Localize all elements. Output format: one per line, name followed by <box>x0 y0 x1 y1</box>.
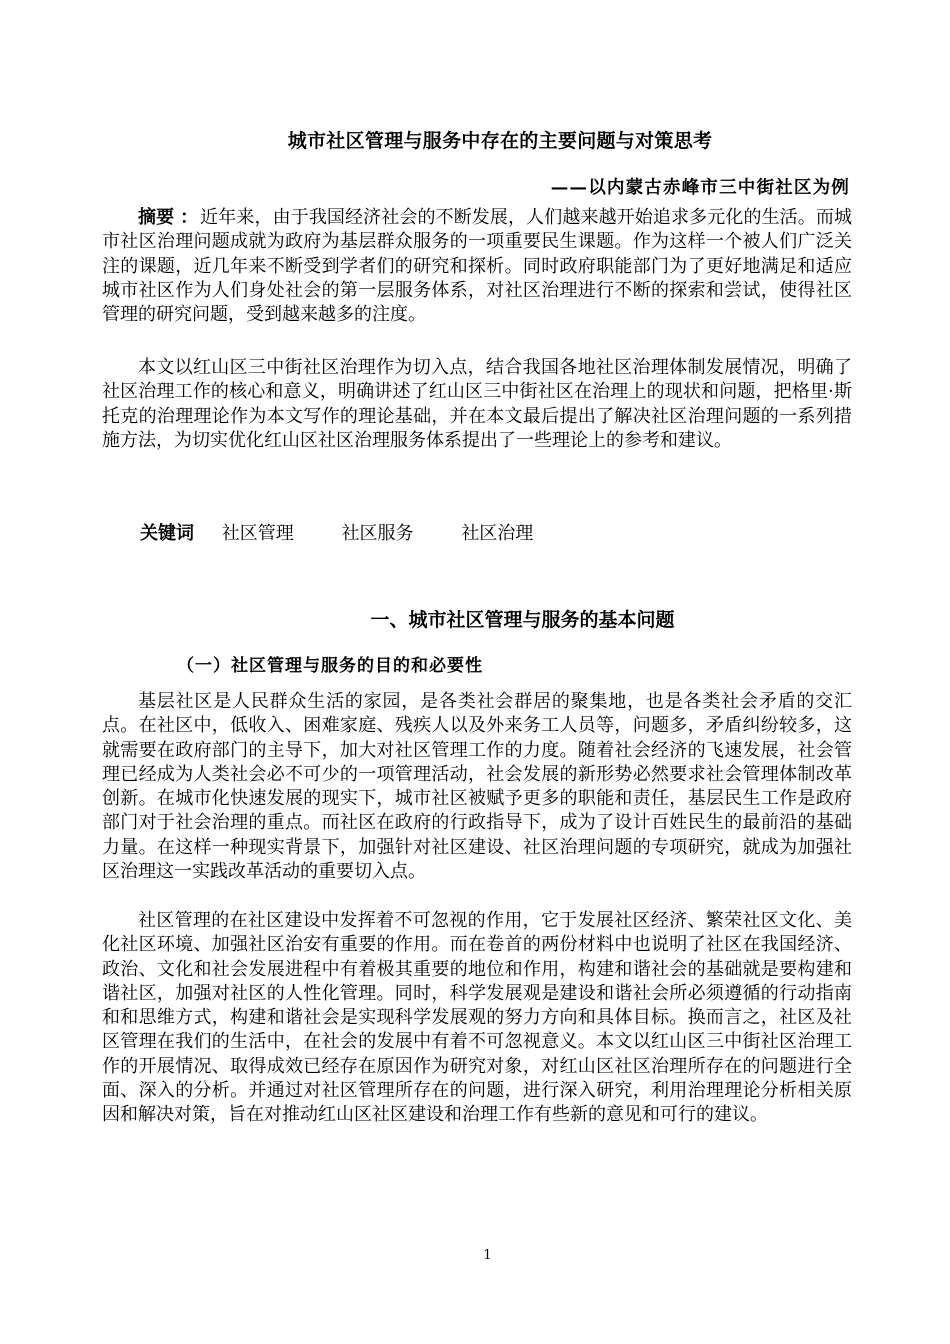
keywords-line <box>140 519 575 545</box>
abstract-colon: ： <box>180 207 199 228</box>
section-heading: 一、城市社区管理与服务的基本问题 <box>370 609 675 631</box>
body-paragraph-2: 社区管理的在社区建设中发挥着不可忽视的作用，它于发展社区经济、繁荣社区文化、美化社区环境、加强社区治安有重要的作用。而在卷首的两份材料中也说明了社区在我国经济、政治、文化和社会发展进程中有着极其重要的地位和作用，构建和谐社会的基础就是要构建和谐社区，加强对社区的人性化管理。同时，科学发展观是建设和谐社会所必须遵循的行动指南和和思维方式，构建和谐社会是实现科学发展观的努力方向和具体目标。换而言之，社区及社区管理在我们的生活中，在社会的发展中有着不可忽视意义。本文以红山区三中街社区治理工作的开展情况、取得成效已经存在原因作为研究对象，对红山区社区治理所存在的问题进行全面、深入的分析。并通过对社区管理所存在的问题，进行深入研究，利用治理理论分析相关原因和解决对策，旨在对推动红山区社区建设和治理工作有些新的意见和可行的建议。 <box>102 910 852 1126</box>
keywords-label: 关键词 <box>140 523 194 544</box>
keyword-item: 社区服务 <box>341 523 414 544</box>
abstract-paragraph <box>102 206 852 327</box>
abstract-paragraph-2: 本文以红山区三中街社区治理作为切入点，结合我国各地社区治理体制发展情况，明确了社区治理工作的核心和意义，明确讲述了红山区三中街社区在治理上的现状和问题，把格里·斯托克的治理理论作为本文写作的理论基础，并在本文最后提出了解决社区治理问题的一系列措施方法，为切实优化红山区社区治理服务体系提出了一些理论上的参考和建议。 <box>102 357 852 451</box>
abstract-label: 摘要 <box>138 207 175 228</box>
body-paragraph-1: 基层社区是人民群众生活的家园，是各类社会群居的聚集地，也是各类社会矛盾的交汇点。在社区中，低收入、困难家庭、残疾人以及外来务工人员等，问题多，矛盾纠纷较多，这就需要在政府部门的主导下，加大对社区管理工作的力度。随着社会经济的飞速发展，社会管理已经成为人类社会必不可少的一项管理活动，社会发展的新形势必然要求社会管理体制改革创新。在城市化快速发展的现实下，城市社区被赋予更多的职能和责任，基层民生工作是政府部门对于社会治理的重点。而社区在政府的行政指导下，成为了设计百姓民生的最前沿的基础力量。在这样一种现实背景下，加强针对社区建设、社区治理问题的专项研究，就成为加强社区治理这一实践改革活动的重要切入点。 <box>102 691 852 883</box>
subsection-heading: （一）社区管理与服务的目的和必要性 <box>177 656 483 676</box>
keyword-item: 社区治理 <box>461 523 534 544</box>
abstract-text: 近年来，由于我国经济社会的不断发展，人们越来越开始追求多元化的生活。而城市社区治理问题成就为政府为基层群众服务的一项重要民生课题。作为这样一个被人们广泛关注的课题，近几年来不断受到学者们的研究和探析。同时政府职能部门为了更好地满足和适应城市社区作为人们身处社会的第一层服务体系，对社区治理进行不断的探索和尝试，使得社区管理的研究问题，受到越来越多的注度。 <box>102 207 852 326</box>
document-subtitle: ——以内蒙古赤峰市三中街社区为例 <box>550 178 850 198</box>
document-title: 城市社区管理与服务中存在的主要问题与对策思考 <box>287 130 713 152</box>
page-number: 1 <box>483 1248 492 1263</box>
keyword-item: 社区管理 <box>221 523 294 544</box>
